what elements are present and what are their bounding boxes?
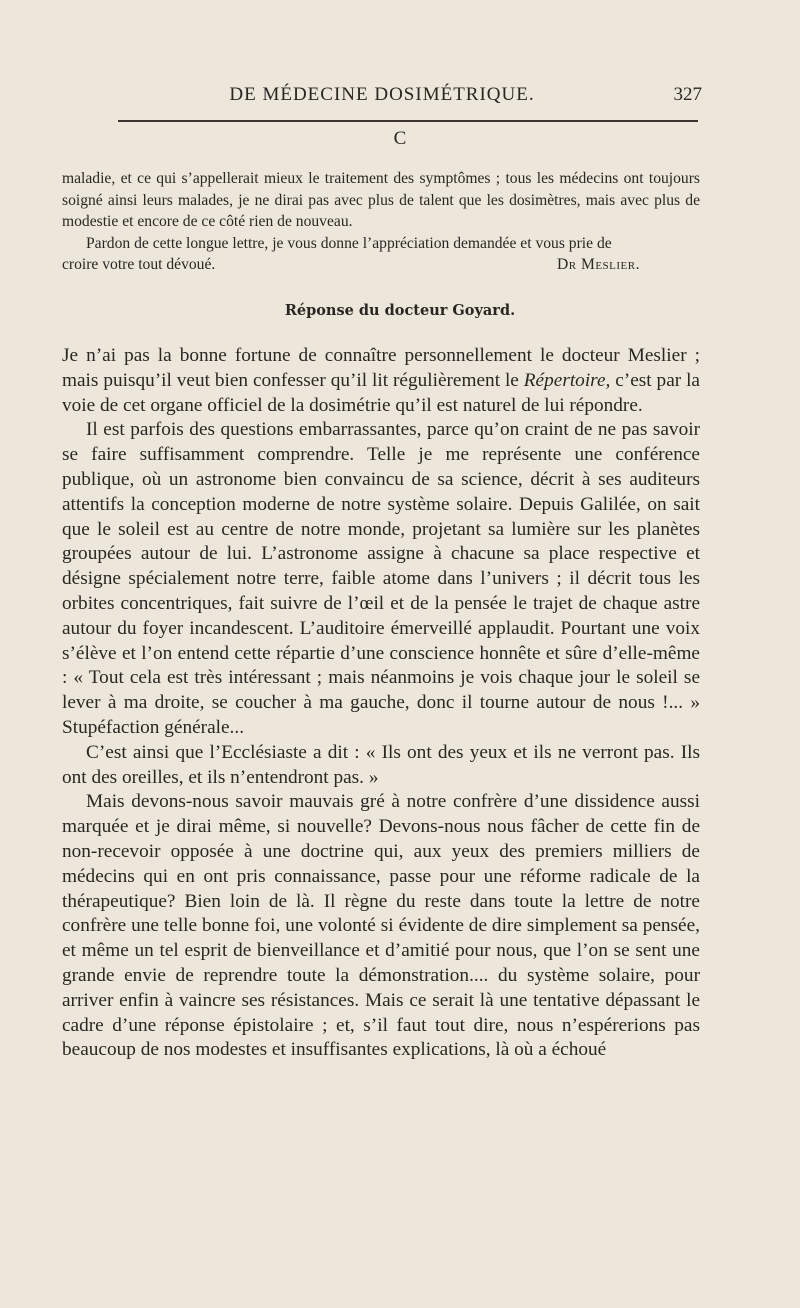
reply-paragraph: C’est ainsi que l’Ecclésiaste a dit : « Ils ont des yeux et ils ne verront pas. Ils ont des oreilles, et ils n’entendront pas. » bbox=[62, 741, 700, 788]
running-title: DE MÉDECINE DOSIMÉTRIQUE. bbox=[229, 84, 535, 105]
reply-text-run: c’est par la voie de cet organe officiel de la dosimétrie qu’il est naturel de lui répondre. bbox=[62, 369, 700, 416]
letter-paragraph: Pardon de cette longue lettre, je vous donne l’appréciation demandée et vous prie de bbox=[86, 234, 612, 252]
closing-salutation: croire votre tout dévoué. bbox=[62, 256, 216, 274]
reply-paragraph: Mais devons-nous savoir mauvais gré à notre confrère d’une dissidence aussi marquée et je dirai même, si nouvelle? Devons-nous nous fâcher de cette fin de non-recevoir opposée à une doctrine qui, aux yeux des premiers milliers de médecins qui en ont pris connaissance, passe pour une réforme radicale de la thérapeutique? Bien loin de là. Il règne du reste dans toute la lettre de notre confrère une telle bonne foi, une volonté si évidente de dire simplement sa pensée, et même un tel esprit de bienveillance et d’amitié pour nous, que l’on se sent une grande envie de reprendre toute la démonstration.... du système solaire, pour arriver enfin à vaincre ses résistances. Mais ce serait là une tentative dépassant le cadre d’une réponse épistolaire ; et, s’il faut tout dire, nous n’espérerions pas beaucoup de nos modestes et insuffisantes explications, là où a échoué bbox=[62, 791, 700, 1061]
signature-mark: C bbox=[393, 128, 407, 149]
running-head bbox=[62, 82, 702, 110]
reply-text-run: Je n’ai pas la bonne fortune de connaître personnellement le docteur Meslier ; mais puisqu’il veut bien confesser qu’il lit régulièrement le bbox=[62, 345, 700, 391]
journal-title: Répertoire, bbox=[523, 369, 611, 391]
section-heading: Réponse du docteur Goyard. bbox=[284, 302, 516, 319]
letter-paragraph: maladie, et ce qui s’appellerait mieux le traitement des symptômes ; tous les médecins ont toujours soigné ainsi leurs malades, je ne dirai pas avec plus de talent que les dosimètres, mais avec plus de modestie et encore de ce côté rien de nouveau. bbox=[62, 170, 700, 231]
header-rule bbox=[118, 120, 698, 122]
letter-text bbox=[62, 168, 700, 276]
reply-paragraph bbox=[62, 344, 700, 418]
page-number: 327 bbox=[673, 84, 702, 105]
letter-closing bbox=[62, 254, 700, 276]
letter-signature: Dr Meslier. bbox=[556, 256, 640, 274]
reply-paragraph: Il est parfois des questions embarrassantes, parce qu’on craint de ne pas savoir se faire suffisamment comprendre. Telle je me représente une conférence publique, où un astronome bien convaincu de sa science, décrit à ses auditeurs attentifs la conception moderne de notre système solaire. Depuis Galilée, on sait que le soleil est au centre de notre monde, projetant sa lumière sur les planètes groupées autour de lui. L’astronome assigne à chacune sa place respective et désigne spécialement notre terre, faible atome dans l’univers ; il décrit tous les orbites concentriques, fait suivre de l’œil et de la pensée le trajet de chaque astre autour du foyer incandescent. L’auditoire émerveillé applaudit. Pourtant une voix s’élève et l’on entend cette répartie d’une conscience honnête et sûre d’elle-même : « Tout cela est très intéressant ; mais néanmoins je vois chaque jour le soleil se lever à ma droite, se coucher à ma gauche, donc il tourne autour de nous !... » Stupéfaction générale... bbox=[62, 419, 700, 738]
reply-text bbox=[62, 344, 700, 1063]
